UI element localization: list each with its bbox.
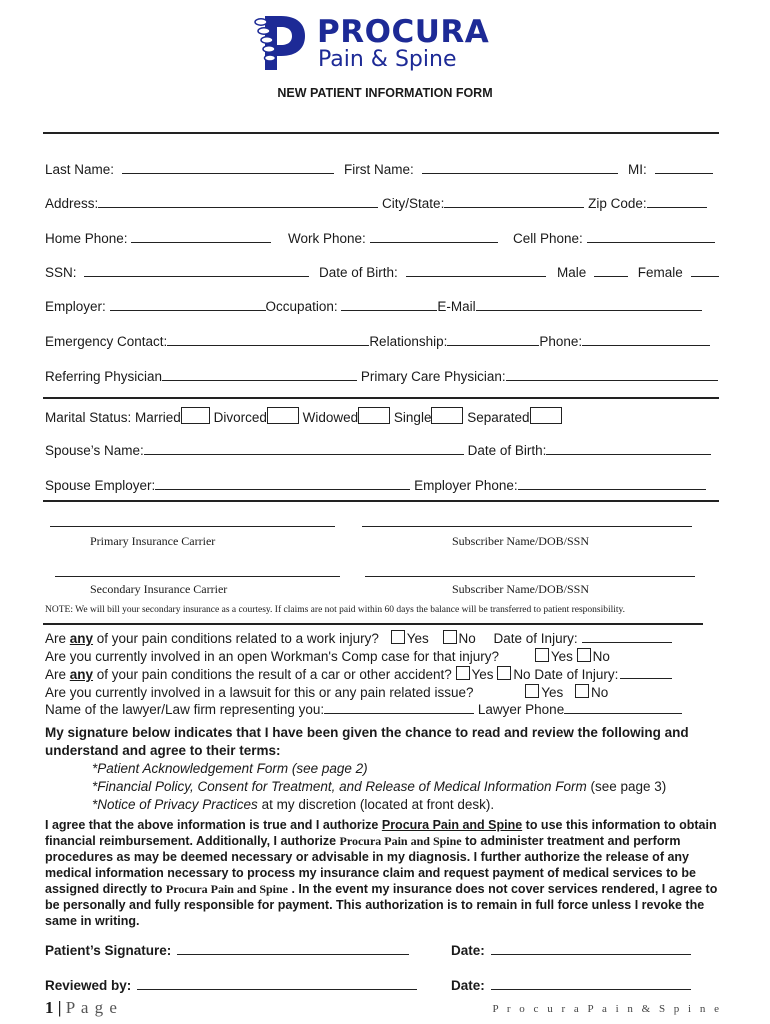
ssn-label: SSN: — [45, 265, 77, 280]
occupation-label: Occupation: — [265, 299, 338, 314]
emergency-row — [45, 333, 710, 349]
employer-phone-label: Employer Phone: — [414, 478, 518, 493]
last-name-field[interactable] — [122, 161, 334, 174]
yes-label: Yes — [406, 631, 429, 646]
referring-physician-field[interactable] — [162, 368, 357, 381]
ack-item-1: *Patient Acknowledgement Form (see page 2) — [92, 761, 368, 776]
accident-date-label: Date of Injury: — [534, 667, 619, 682]
first-name-field[interactable] — [422, 161, 618, 174]
work-phone-group — [288, 230, 498, 246]
section-divider-3 — [43, 623, 703, 625]
accident-no-checkbox[interactable] — [497, 666, 511, 680]
employer-field[interactable] — [110, 298, 266, 311]
spouse-employer-field[interactable] — [155, 477, 410, 490]
marital-row — [45, 407, 562, 425]
married-checkbox[interactable] — [181, 407, 210, 424]
address-field[interactable] — [98, 195, 378, 208]
question-work-injury: Are any of your pain conditions related to a work injury? Yes No Date of Injury: — [45, 630, 672, 646]
reviewed-label: Reviewed by: — [45, 978, 132, 993]
question-workmans-comp: Are you currently involved in an open Workman's Comp case for that injury? Yes No — [45, 649, 610, 664]
divorced-label: Divorced — [213, 410, 267, 425]
city-state-label: City/State: — [382, 196, 445, 211]
form-title: NEW PATIENT INFORMATION FORM — [277, 86, 493, 100]
spouse-name-field[interactable] — [144, 442, 464, 455]
secondary-carrier-line[interactable] — [55, 576, 340, 577]
mi-group — [628, 161, 713, 177]
acknowledgement-heading: My signature below indicates that I have been given the chance to read and review the following and understand and agree to their terms: — [45, 725, 689, 758]
female-label: Female — [637, 265, 683, 280]
date-of-injury-label: Date of Injury: — [493, 631, 578, 646]
relationship-field[interactable] — [447, 333, 539, 346]
primary-care-label: Primary Care Physician: — [360, 369, 506, 384]
primary-carrier-label: Primary Insurance Carrier — [90, 534, 216, 548]
name-row — [45, 161, 334, 177]
reviewed-row — [45, 977, 417, 993]
mi-label: MI: — [628, 162, 647, 177]
accident-yes-checkbox[interactable] — [456, 666, 470, 680]
workmans-comp-no-checkbox[interactable] — [577, 648, 591, 662]
email-label: E-Mail — [437, 299, 476, 314]
reviewed-date-label: Date: — [451, 978, 485, 993]
male-label: Male — [557, 265, 587, 280]
lawyer-phone-label: Lawyer Phone — [477, 702, 565, 717]
question-lawsuit: Are you currently involved in a lawsuit for this or any pain related issue? Yes No — [45, 685, 609, 700]
accident-date-field[interactable] — [620, 666, 672, 679]
divorced-checkbox[interactable] — [267, 407, 299, 424]
footer-brand: P r o c u r a P a i n & S p i n e — [492, 1003, 722, 1015]
dob-group — [319, 264, 546, 280]
dob-label: Date of Birth: — [319, 265, 398, 280]
question-lawyer: Name of the lawyer/Law firm representing you: Lawyer Phone — [45, 701, 682, 717]
lawyer-name-field[interactable] — [324, 701, 474, 714]
any-emphasis: any — [69, 631, 94, 646]
workmans-comp-yes-checkbox[interactable] — [535, 648, 549, 662]
reviewed-field[interactable] — [137, 977, 417, 990]
primary-subscriber-label: Subscriber Name/DOB/SSN — [452, 534, 589, 548]
married-label: Married — [135, 410, 181, 425]
address-label: Address: — [45, 196, 99, 211]
separated-checkbox[interactable] — [530, 407, 562, 424]
phones-row — [45, 230, 271, 246]
spouse-dob-label: Date of Birth: — [467, 443, 547, 458]
zip-field[interactable] — [647, 195, 707, 208]
physician-row — [45, 368, 718, 384]
widowed-checkbox[interactable] — [358, 407, 390, 424]
spouse-employer-row — [45, 477, 706, 493]
first-name-group — [344, 161, 618, 177]
zip-label: Zip Code: — [588, 196, 647, 211]
primary-subscriber-line[interactable] — [362, 526, 692, 527]
single-checkbox[interactable] — [431, 407, 463, 424]
dob-field[interactable] — [406, 264, 546, 277]
secondary-carrier-label: Secondary Insurance Carrier — [90, 582, 228, 596]
cell-phone-field[interactable] — [587, 230, 715, 243]
ssn-field[interactable] — [84, 264, 309, 277]
occupation-field[interactable] — [341, 298, 437, 311]
procura-logo-icon — [251, 14, 307, 72]
single-label: Single — [393, 410, 432, 425]
patient-date-label: Date: — [451, 943, 485, 958]
secondary-subscriber-label: Subscriber Name/DOB/SSN — [452, 582, 589, 596]
ack-item-2: *Financial Policy, Consent for Treatment, and Release of Medical Information Form (see page 3) — [92, 779, 667, 794]
reviewed-date-field[interactable] — [491, 977, 691, 990]
secondary-subscriber-line[interactable] — [365, 576, 695, 577]
reviewed-date-group — [451, 977, 691, 993]
patient-signature-field[interactable] — [177, 942, 409, 955]
emergency-contact-field[interactable] — [167, 333, 369, 346]
insurance-note: NOTE: We will bill your secondary insurance as a courtesy. If claims are not paid within 60 days the balance will be transferred to patient responsibility. — [45, 605, 626, 615]
primary-care-field[interactable] — [506, 368, 718, 381]
ssn-row — [45, 264, 309, 280]
section-divider-2 — [43, 500, 719, 502]
widowed-label: Widowed — [302, 410, 359, 425]
date-of-injury-field[interactable] — [582, 630, 672, 643]
work-phone-label: Work Phone: — [288, 231, 366, 246]
question-accident: Are any of your pain conditions the result of a car or other accident? Yes No Date of Injury: — [45, 666, 672, 682]
lawsuit-no-checkbox[interactable] — [575, 684, 589, 698]
marital-label: Marital Status: — [45, 410, 132, 425]
patient-signature-row — [45, 942, 409, 958]
work-injury-yes-checkbox[interactable] — [391, 630, 405, 644]
lawsuit-yes-checkbox[interactable] — [525, 684, 539, 698]
brand-tagline: Pain & Spine — [318, 47, 457, 72]
patient-date-field[interactable] — [491, 942, 691, 955]
male-field[interactable] — [594, 264, 628, 277]
brand-name: PROCURA — [317, 14, 490, 50]
sex-group — [557, 264, 719, 280]
work-phone-field[interactable] — [370, 230, 498, 243]
page-number: 1 | P a g e — [45, 998, 118, 1017]
first-name-label: First Name: — [344, 162, 414, 177]
lawyer-phone-field[interactable] — [564, 701, 682, 714]
emergency-phone-label: Phone: — [539, 334, 583, 349]
patient-signature-label: Patient’s Signature: — [45, 943, 172, 958]
email-field[interactable] — [476, 298, 702, 311]
section-divider-1 — [43, 397, 719, 399]
spouse-name-label: Spouse’s Name: — [45, 443, 144, 458]
separated-label: Separated — [467, 410, 530, 425]
work-injury-no-checkbox[interactable] — [443, 630, 457, 644]
relationship-label: Relationship: — [369, 334, 448, 349]
no-label: No — [458, 631, 476, 646]
home-phone-field[interactable] — [131, 230, 271, 243]
primary-carrier-line[interactable] — [50, 526, 335, 527]
title-divider — [43, 132, 719, 134]
cell-phone-group — [513, 230, 715, 246]
emergency-phone-field[interactable] — [582, 333, 710, 346]
authorization-paragraph: I agree that the above information is true and I authorize Procura Pain and Spine to use this information to obtain financial reimbursement. Additionally, I authorize Procura Pain and Spine to administer treatment and perform procedures as may be deemed necessary or advisable in my diagnosis. I further authorize the release of any medical information necessary to process my insurance claim and request payment of medical services to be assigned directly to Procura Pain and Spine . In the event my insurance does not cover services rendered, I agree to be personally and fully responsible for payment. This authorization is to remain in full force unless I revoke the same in writing. — [45, 818, 718, 928]
mi-field[interactable] — [655, 161, 713, 174]
patient-date-group — [451, 942, 691, 958]
spouse-dob-field[interactable] — [546, 442, 711, 455]
ack-item-3: *Notice of Privacy Practices at my discretion (located at front desk). — [92, 797, 495, 812]
spouse-employer-label: Spouse Employer: — [45, 478, 156, 493]
employer-phone-field[interactable] — [518, 477, 706, 490]
female-field[interactable] — [691, 264, 719, 277]
address-row — [45, 195, 707, 211]
cell-phone-label: Cell Phone: — [513, 231, 583, 246]
home-phone-label: Home Phone: — [45, 231, 128, 246]
city-state-field[interactable] — [444, 195, 584, 208]
last-name-label: Last Name: — [45, 162, 115, 177]
employer-label: Employer: — [45, 299, 106, 314]
emergency-contact-label: Emergency Contact: — [45, 334, 168, 349]
employer-row — [45, 298, 702, 314]
referring-physician-label: Referring Physician — [45, 369, 163, 384]
spouse-row — [45, 442, 711, 458]
